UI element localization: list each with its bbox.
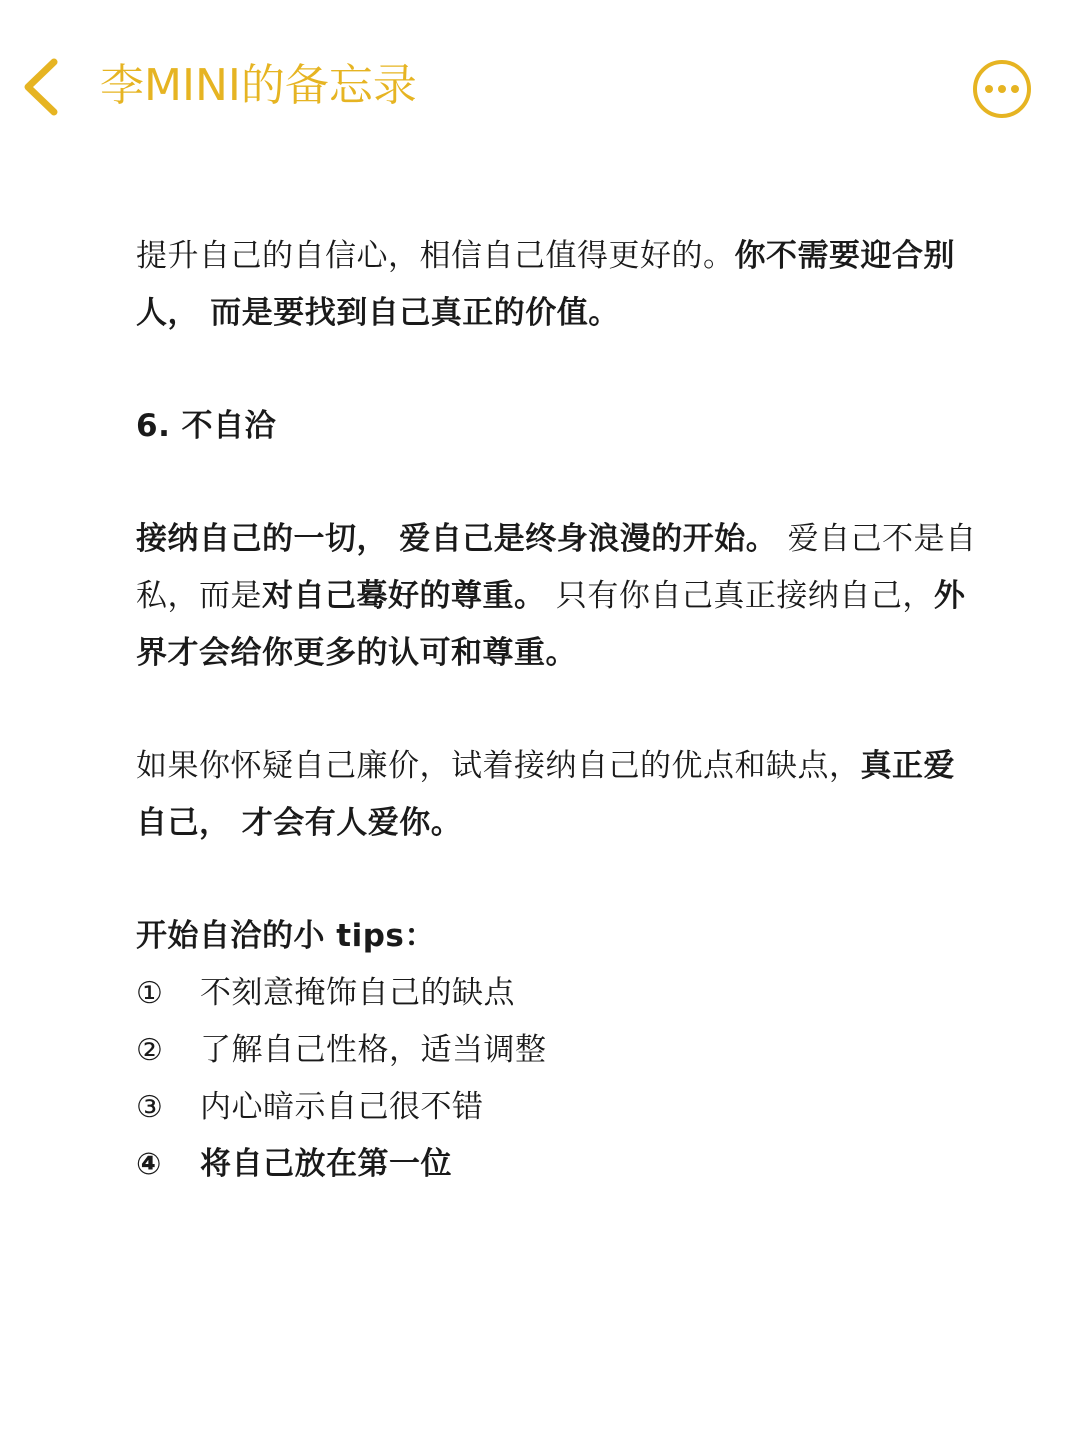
paragraph-emphasis: 外界才会给你更多的认可和尊重。 — [136, 578, 966, 671]
tip-item — [136, 1022, 986, 1079]
page-title: 李MINI的备忘录 — [100, 60, 417, 111]
tip-number: ① — [136, 976, 164, 1011]
chevron-left-icon — [14, 52, 74, 122]
paragraph-emphasis: 接纳自己的一切， 爱自己是终身浪漫的开始。 — [136, 521, 778, 557]
paragraph-emphasis: 真正爱自己， 才会有人爱你。 — [136, 748, 955, 841]
paragraph-text: 爱自己不是自私，而是 — [136, 521, 977, 614]
tip-item — [136, 965, 986, 1022]
tip-text: 了解自己性格，适当调整 — [200, 1032, 547, 1068]
more-horizontal-circle-icon — [971, 58, 1033, 120]
more-button[interactable] — [971, 58, 1033, 120]
paragraph-text: 如果你怀疑自己廉价，试着接纳自己的优点和缺点， — [136, 748, 861, 784]
paragraph-emphasis: 对自己蓦好的尊重。 — [262, 578, 546, 614]
tips-title: 开始自洽的小 tips： — [136, 918, 436, 954]
tip-text: 将自己放在第一位 — [200, 1146, 452, 1182]
tip-item — [136, 1079, 986, 1136]
tip-item — [136, 1136, 986, 1193]
header-bar — [0, 0, 1080, 175]
tip-number: ③ — [136, 1090, 164, 1125]
paragraph-emphasis: 你不需要迎合别人， 而是要找到自己真正的价值。 — [136, 238, 955, 331]
section-title: 6. 不自洽 — [136, 408, 277, 444]
paragraph-self-love — [136, 738, 986, 852]
tip-text: 内心暗示自己很不错 — [200, 1089, 484, 1125]
back-button[interactable] — [14, 52, 74, 122]
tip-number: ④ — [136, 1147, 162, 1182]
paragraph-text: 提升自己的自信心，相信自己值得更好的。 — [136, 238, 735, 274]
tip-number: ② — [136, 1033, 164, 1068]
paragraph-text: 只有你自己真正接纳自己， — [545, 578, 934, 614]
note-body — [136, 228, 986, 1193]
tip-text: 不刻意掩饰自己的缺点 — [200, 975, 515, 1011]
paragraph-confidence — [136, 228, 986, 342]
paragraph-self-acceptance — [136, 511, 986, 682]
